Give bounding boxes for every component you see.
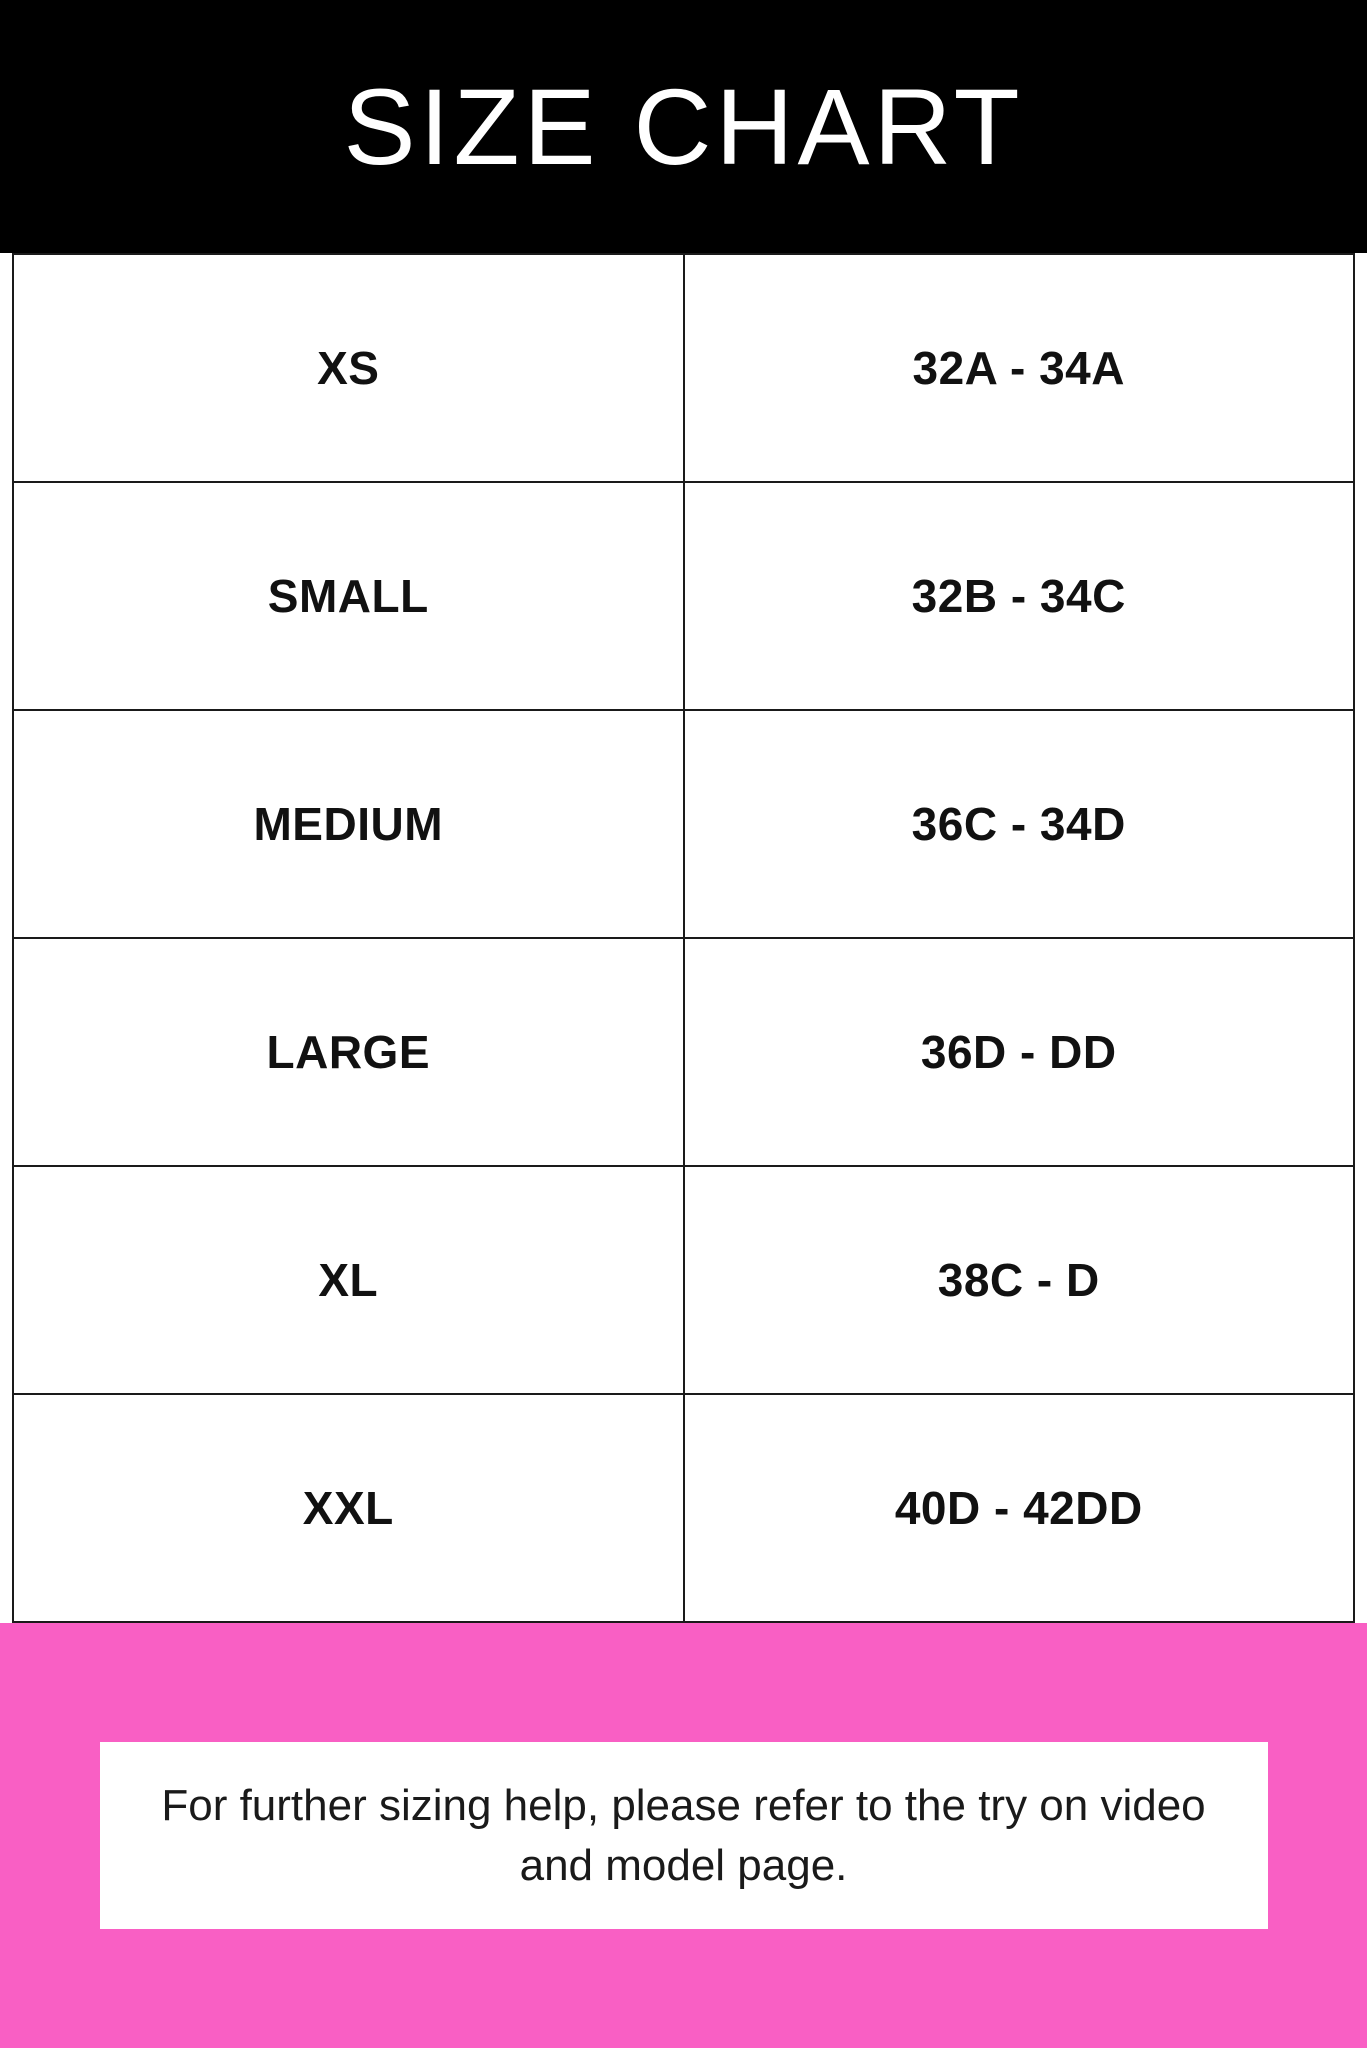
bra-size-cell: 36D - DD — [684, 938, 1355, 1166]
size-label-cell: MEDIUM — [13, 710, 684, 938]
size-label-cell: XL — [13, 1166, 684, 1394]
table-row — [13, 938, 1354, 1166]
bra-size-cell: 32B - 34C — [684, 482, 1355, 710]
bra-size-cell: 32A - 34A — [684, 254, 1355, 482]
size-label-cell: SMALL — [13, 482, 684, 710]
size-table-container — [0, 253, 1367, 1623]
table-row — [13, 710, 1354, 938]
footer-banner — [0, 1623, 1367, 2048]
table-row — [13, 1394, 1354, 1622]
page-title: SIZE CHART — [343, 65, 1024, 187]
header-banner — [0, 0, 1367, 253]
bra-size-cell: 36C - 34D — [684, 710, 1355, 938]
table-row — [13, 1166, 1354, 1394]
size-label-cell: LARGE — [13, 938, 684, 1166]
sizing-help-note: For further sizing help, please refer to the try on video and model page. — [100, 1742, 1268, 1929]
size-chart-table — [12, 253, 1355, 1623]
bra-size-cell: 40D - 42DD — [684, 1394, 1355, 1622]
size-label-cell: XXL — [13, 1394, 684, 1622]
table-row — [13, 254, 1354, 482]
size-label-cell: XS — [13, 254, 684, 482]
table-row — [13, 482, 1354, 710]
bra-size-cell: 38C - D — [684, 1166, 1355, 1394]
